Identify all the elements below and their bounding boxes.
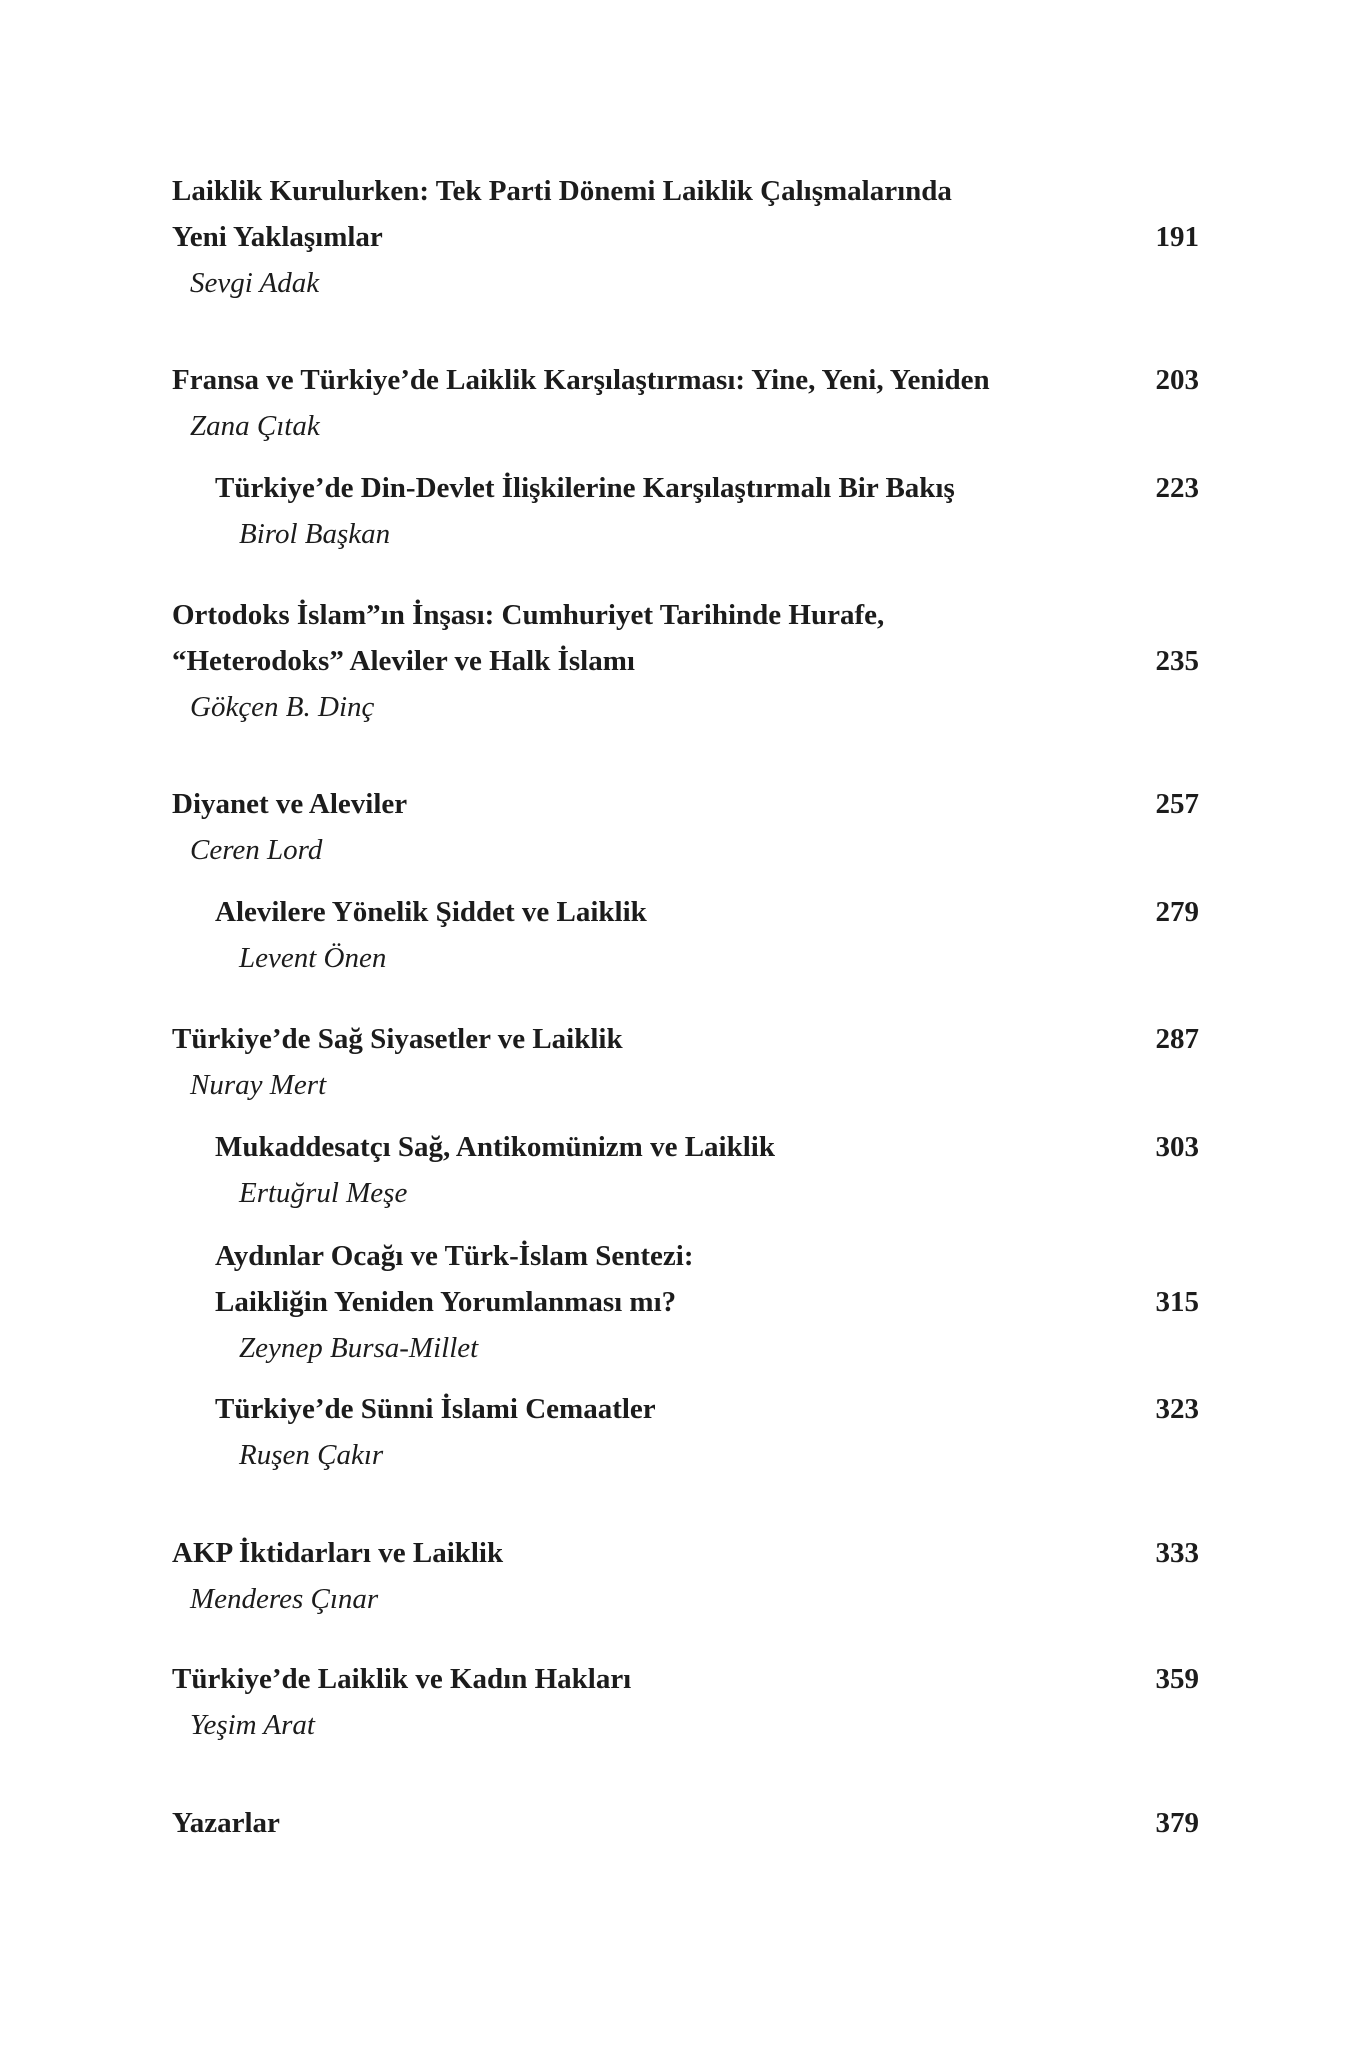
toc-page-number: 279 [1155, 896, 1199, 928]
toc-entry-title: Ortodoks İslam”ın İnşası: Cumhuriyet Tarihinde Hurafe, [172, 599, 885, 631]
toc-entry-title: Türkiye’de Laiklik ve Kadın Hakları 359 [172, 1656, 1199, 1702]
toc-subentry [215, 465, 1199, 557]
toc-entry-author: Ceren Lord [190, 834, 323, 866]
toc-page-number: 359 [1155, 1663, 1199, 1695]
toc-entry-title: AKP İktidarları ve Laiklik 333 [172, 1530, 1199, 1576]
toc-entry-title: Alevilere Yönelik Şiddet ve Laiklik 279 [215, 889, 1199, 935]
toc-entry-title: Yazarlar 379 [172, 1800, 1199, 1846]
toc-page-number: 323 [1155, 1393, 1199, 1425]
toc-entry-title: Laikliğin Yeniden Yorumlanması mı? 315 [215, 1279, 1199, 1325]
toc-entry-title: Türkiye’de Sağ Siyasetler ve Laiklik 287 [172, 1016, 1199, 1062]
toc-entry-author: Zana Çıtak [190, 410, 320, 442]
toc-subentry [215, 1233, 1199, 1371]
toc-entry-author: Menderes Çınar [190, 1583, 379, 1615]
toc-subentry [215, 1124, 1199, 1216]
toc-page-number: 203 [1155, 364, 1199, 396]
toc-page-number: 223 [1155, 472, 1199, 504]
toc-entry-title: Türkiye’de Sünni İslami Cemaatler 323 [215, 1386, 1199, 1432]
toc-entry-author: Ruşen Çakır [239, 1439, 384, 1471]
toc-page-number: 315 [1155, 1286, 1199, 1318]
toc-entry-author: Gökçen B. Dinç [190, 691, 375, 723]
toc-entry-author: Sevgi Adak [190, 267, 320, 299]
toc-subentry [215, 1386, 1199, 1478]
toc-entry-author: Levent Önen [239, 942, 387, 974]
toc-page-number: 379 [1155, 1807, 1199, 1839]
toc-entry-title: Diyanet ve Aleviler 257 [172, 781, 1199, 827]
toc-entry-title: Mukaddesatçı Sağ, Antikomünizm ve Laiklik 303 [215, 1124, 1199, 1170]
toc-entry [172, 1016, 1199, 1108]
toc-entry [172, 1656, 1199, 1748]
toc-page-number: 303 [1155, 1131, 1199, 1163]
toc-entry-title: Laiklik Kurulurken: Tek Parti Dönemi Laiklik Çalışmalarında [172, 175, 952, 207]
toc-page-number: 333 [1155, 1537, 1199, 1569]
toc-subentry [215, 889, 1199, 981]
toc-entry-title: Fransa ve Türkiye’de Laiklik Karşılaştırması: Yine, Yeni, Yeniden 203 [172, 357, 1199, 403]
toc-entry-title: Yeni Yaklaşımlar 191 [172, 214, 1199, 260]
toc-entry [172, 781, 1199, 873]
toc-entry-author: Ertuğrul Meşe [239, 1177, 408, 1209]
toc-entry-author: Birol Başkan [239, 518, 391, 550]
toc-entry-author: Nuray Mert [190, 1069, 327, 1101]
toc-page-number: 287 [1155, 1023, 1199, 1055]
toc-entry [172, 1800, 1199, 1846]
toc-entry-author: Yeşim Arat [190, 1709, 315, 1741]
toc-entry [172, 168, 1199, 306]
toc-page-number: 191 [1155, 221, 1199, 253]
toc-entry [172, 1530, 1199, 1622]
toc-entry-title: “Heterodoks” Aleviler ve Halk İslamı 235 [172, 638, 1199, 684]
toc-entry-title: Türkiye’de Din-Devlet İlişkilerine Karşılaştırmalı Bir Bakış 223 [215, 465, 1199, 511]
toc-entry [172, 357, 1199, 449]
toc-entry-title: Aydınlar Ocağı ve Türk-İslam Sentezi: [215, 1240, 694, 1272]
toc-page-number: 257 [1155, 788, 1199, 820]
toc-entry [172, 592, 1199, 730]
toc-entry-author: Zeynep Bursa-Millet [239, 1332, 479, 1364]
toc-page-number: 235 [1155, 645, 1199, 677]
